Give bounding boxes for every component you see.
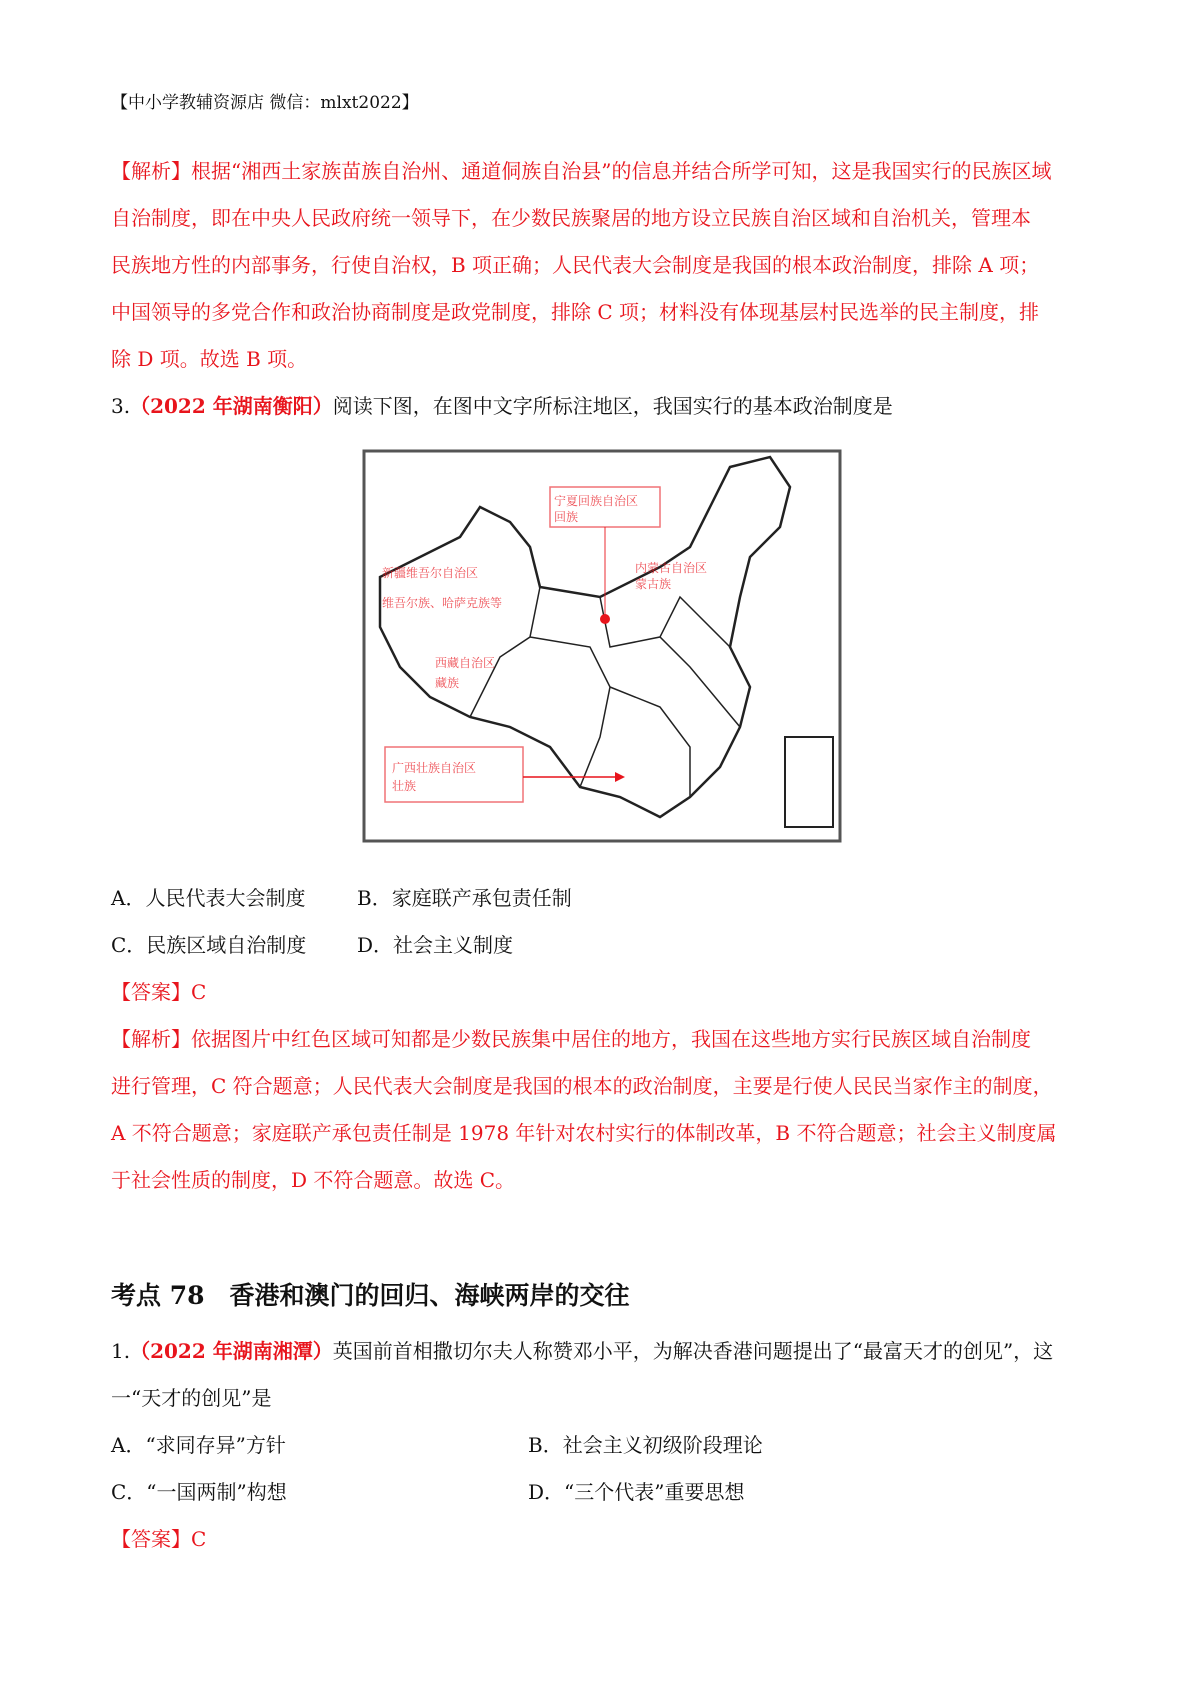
map-label: 蒙古族 [635, 577, 672, 591]
question-text: 英国前首相撒切尔夫人称赞邓小平，为解决香港问题提出了“最富天才的创见”，这 [332, 1339, 1054, 1363]
map-label: 维吾尔族、哈萨克族等 [382, 596, 503, 610]
analysis-line: 于社会性质的制度，D 不符合题意。故选 C。 [111, 1168, 516, 1192]
answer-value: C [191, 1527, 207, 1551]
option-b: B．家庭联产承包责任制 [357, 886, 572, 910]
question-source: （2022 年湖南衡阳） [130, 394, 333, 418]
map-label: 西藏自治区 [435, 656, 496, 670]
analysis-line: 中国领导的多党合作和政治协商制度是政党制度，排除 C 项；材料没有体现基层村民选举的民主制度，排 [111, 300, 1040, 324]
page-header: 【中小学教辅资源店 微信：mlxt2022】 [111, 93, 419, 113]
option-d: D．社会主义制度 [357, 933, 514, 957]
answer-tag: 【答案】 [111, 1527, 191, 1551]
option-a: A．人民代表大会制度 [111, 886, 306, 910]
map-label: 内蒙古自治区 [635, 561, 708, 575]
analysis-line: A 不符合题意；家庭联产承包责任制是 1978 年针对农村实行的体制改革，B 不符合题意；社会主义制度属 [111, 1121, 1057, 1145]
analysis-tag: 【解析】 [111, 159, 191, 183]
question-1-stem [111, 1335, 1053, 1364]
analysis-line [111, 155, 1051, 184]
analysis-line: 进行管理，C 符合题意；人民代表大会制度是我国的根本的政治制度，主要是行使人民民当家作主的制度， [111, 1074, 1053, 1098]
answer [111, 1523, 206, 1552]
question-text: 阅读下图，在图中文字所标注地区，我国实行的基本政治制度是 [332, 394, 893, 418]
option-c: C．民族区域自治制度 [111, 933, 307, 957]
option-d: D．“三个代表”重要思想 [528, 1480, 745, 1504]
question-number: 3. [111, 394, 131, 418]
answer [111, 976, 206, 1005]
analysis-line: 自治制度，即在中央人民政府统一领导下，在少数民族聚居的地方设立民族自治区域和自治机关，管理本 [111, 206, 1031, 230]
analysis-tag: 【解析】 [111, 1027, 191, 1051]
question-3-stem [111, 390, 893, 419]
answer-value: C [191, 980, 207, 1004]
map-label: 广西壮族自治区 [392, 761, 477, 775]
map-label: 回族 [554, 510, 579, 524]
analysis-line [111, 1023, 1031, 1052]
analysis-text: 依据图片中红色区域可知都是少数民族集中居住的地方，我国在这些地方实行民族区域自治制度 [191, 1027, 1031, 1051]
map-label: 藏族 [435, 676, 460, 690]
question-text: 一“天才的创见”是 [111, 1386, 272, 1410]
section-title: 考点 78 香港和澳门的回归、海峡两岸的交往 [111, 1281, 630, 1310]
analysis-text: 根据“湘西土家族苗族自治州、通道侗族自治县”的信息并结合所学可知，这是我国实行的民族区域 [191, 159, 1052, 183]
analysis-line: 除 D 项。故选 B 项。 [111, 347, 308, 371]
question-source: （2022 年湖南湘潭） [130, 1339, 333, 1363]
analysis-line: 民族地方性的内部事务，行使自治权，B 项正确；人民代表大会制度是我国的根本政治制度，排除 A 项； [111, 253, 1040, 277]
option-b: B．社会主义初级阶段理论 [528, 1433, 763, 1457]
map-label: 壮族 [392, 779, 417, 793]
china-autonomous-regions-map [360, 447, 844, 847]
option-c: C．“一国两制”构想 [111, 1480, 287, 1504]
question-number: 1. [111, 1339, 131, 1363]
option-a: A．“求同存异”方针 [111, 1433, 286, 1457]
map-label: 宁夏回族自治区 [554, 494, 639, 508]
answer-tag: 【答案】 [111, 980, 191, 1004]
map-label: 新疆维吾尔自治区 [382, 566, 479, 580]
